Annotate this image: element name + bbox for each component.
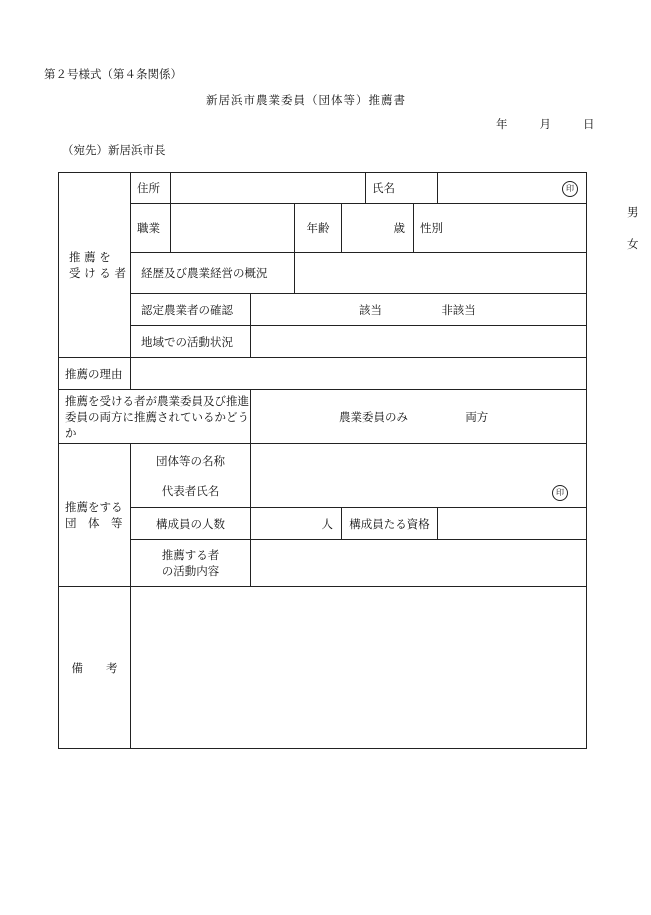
addressee: （宛先）新居浜市長 bbox=[62, 143, 166, 157]
age-label: 年齢 bbox=[295, 204, 342, 253]
recommender-activity-field[interactable] bbox=[251, 540, 587, 587]
nominee-group-label-line1: 推 薦 を bbox=[69, 250, 111, 264]
nominee-group-label bbox=[59, 173, 131, 358]
gender-option-male[interactable]: 男 bbox=[627, 205, 639, 219]
recommendation-form-table bbox=[58, 172, 639, 749]
recommender-group-label-line2: 団 体 等 bbox=[65, 516, 123, 530]
gender-option-female[interactable]: 女 bbox=[627, 237, 639, 251]
career-field[interactable] bbox=[295, 253, 587, 294]
certified-farmer-field[interactable] bbox=[251, 294, 587, 326]
occupation-field[interactable] bbox=[171, 204, 295, 253]
org-name-label: 団体等の名称 bbox=[156, 453, 225, 468]
members-label: 構成員の人数 bbox=[131, 508, 251, 540]
date-year-label: 年 bbox=[496, 117, 508, 131]
recommender-activity-label-line1: 推薦する者 bbox=[161, 548, 220, 562]
recommender-activity-label-line2: の活動内容 bbox=[161, 564, 220, 578]
name-label: 氏名 bbox=[366, 173, 438, 204]
qualification-label: 構成員たる資格 bbox=[342, 508, 438, 540]
dual-nomination-field[interactable] bbox=[251, 390, 587, 444]
age-field[interactable] bbox=[342, 204, 414, 253]
gender-label: 性別 bbox=[414, 204, 587, 253]
certified-farmer-label: 認定農業者の確認 bbox=[131, 294, 251, 326]
date-month-label: 月 bbox=[539, 117, 551, 131]
reason-field[interactable] bbox=[131, 358, 587, 390]
career-label: 経歴及び農業経営の概況 bbox=[131, 253, 295, 294]
seal-icon: 印 bbox=[552, 485, 568, 501]
name-field[interactable] bbox=[438, 173, 587, 204]
dual-option-both[interactable]: 両方 bbox=[465, 409, 489, 424]
date-line bbox=[496, 116, 595, 132]
rep-name-label: 代表者氏名 bbox=[161, 483, 220, 498]
dual-option-only[interactable]: 農業委員のみ bbox=[339, 409, 408, 424]
remarks-label: 備 考 bbox=[59, 587, 131, 749]
age-unit: 歳 bbox=[393, 221, 405, 235]
reason-label: 推薦の理由 bbox=[59, 358, 131, 390]
date-day-label: 日 bbox=[583, 117, 595, 131]
members-field[interactable] bbox=[251, 508, 342, 540]
page-title: 新居浜市農業委員（団体等）推薦書 bbox=[206, 93, 406, 107]
remarks-field[interactable] bbox=[131, 587, 587, 749]
address-field[interactable] bbox=[171, 173, 366, 204]
local-activity-label: 地域での活動状況 bbox=[131, 326, 251, 358]
recommender-activity-label bbox=[131, 540, 251, 587]
occupation-label: 職業 bbox=[131, 204, 171, 253]
certified-option-yes[interactable]: 該当 bbox=[359, 302, 382, 317]
members-unit: 人 bbox=[321, 516, 333, 531]
address-label: 住所 bbox=[131, 173, 171, 204]
recommender-group-label-line1: 推薦をする bbox=[65, 500, 123, 514]
org-rep-field[interactable] bbox=[251, 444, 587, 508]
seal-icon: 印 bbox=[562, 181, 578, 197]
local-activity-field[interactable] bbox=[251, 326, 587, 358]
org-rep-labels bbox=[131, 444, 251, 508]
recommender-group-label bbox=[59, 444, 131, 587]
nominee-group-label-line2: 受 け る 者 bbox=[69, 266, 126, 280]
certified-option-no[interactable]: 非該当 bbox=[441, 302, 476, 317]
qualification-field[interactable] bbox=[438, 508, 587, 540]
form-number: 第２号様式（第４条関係） bbox=[44, 67, 182, 81]
dual-nomination-label: 推薦を受ける者が農業委員及び推進委員の両方に推薦されているかどうか bbox=[59, 390, 251, 444]
